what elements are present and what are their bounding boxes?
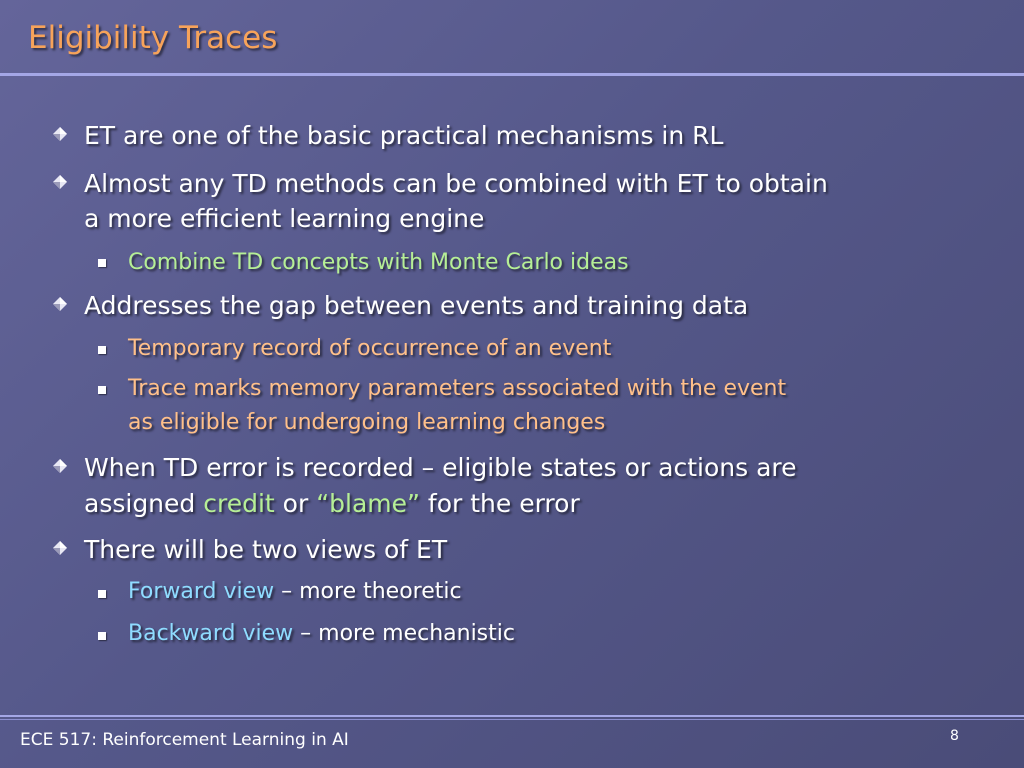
text-run: – more theoretic: [274, 579, 462, 604]
square-bullet-icon: [98, 632, 106, 640]
footer-divider: [0, 715, 1024, 717]
square-bullet-icon: [98, 346, 106, 354]
backward-view-term: Backward view: [128, 621, 294, 646]
bullet-text: Addresses the gap between events and training data: [84, 291, 749, 320]
text-run: assigned: [84, 489, 204, 518]
diamond-bullet-icon: [52, 458, 68, 474]
sub-bullet-text: [128, 617, 515, 650]
square-bullet-icon: [98, 386, 106, 394]
footer-divider-thin: [0, 719, 1024, 720]
bullet-text: ET are one of the basic practical mechanisms in RL: [84, 121, 724, 150]
footer-course-name: ECE 517: Reinforcement Learning in AI: [20, 730, 349, 750]
diamond-bullet-icon: [52, 540, 68, 556]
blame-highlight: “blame”: [316, 489, 420, 518]
sub-bullet-text: Temporary record of occurrence of an event: [128, 336, 612, 361]
sub-bullet-text-continuation: as eligible for undergoing learning changes: [128, 410, 606, 435]
diamond-bullet-icon: [52, 126, 68, 142]
credit-highlight: credit: [203, 489, 275, 518]
bullet-text-continuation: a more efficient learning engine: [84, 204, 485, 233]
bullet-text: When TD error is recorded – eligible states or actions are: [84, 453, 797, 482]
diamond-bullet-icon: [52, 174, 68, 190]
bullet-text-continuation: [84, 486, 580, 522]
sub-bullet-text: Trace marks memory parameters associated with the event: [128, 376, 787, 401]
square-bullet-icon: [98, 590, 106, 598]
sub-bullet-text: [128, 575, 462, 608]
bullet-text: There will be two views of ET: [84, 535, 448, 564]
square-bullet-icon: [98, 259, 106, 267]
diamond-bullet-icon: [52, 296, 68, 312]
bullet-text: Almost any TD methods can be combined with ET to obtain: [84, 169, 828, 198]
text-run: for the error: [419, 489, 580, 518]
slide-title: Eligibility Traces: [28, 20, 278, 56]
forward-view-term: Forward view: [128, 579, 275, 604]
slide-number: 8: [950, 728, 959, 744]
text-run: – more mechanistic: [293, 621, 515, 646]
text-run: or: [274, 489, 317, 518]
sub-bullet-text: Combine TD concepts with Monte Carlo ideas: [128, 250, 629, 275]
